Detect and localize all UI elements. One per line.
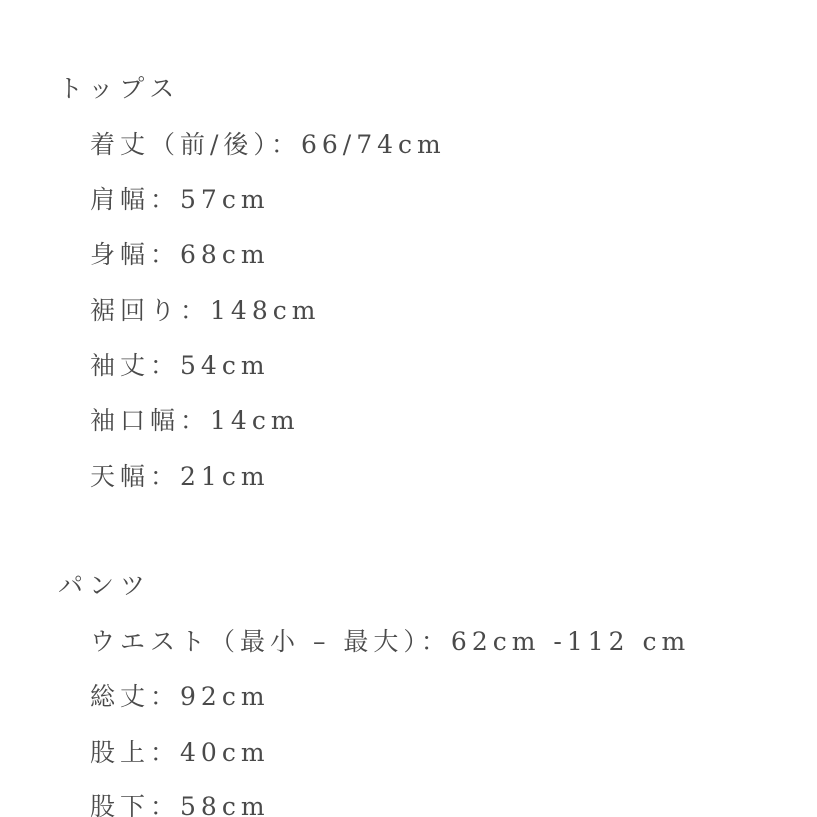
spec-line-body-width	[90, 240, 270, 270]
spec-line-sleeve-length	[90, 351, 270, 381]
spec-value: 92cm	[180, 682, 270, 711]
spec-label: 肩幅	[90, 185, 151, 214]
spec-separator: ：	[420, 627, 451, 656]
spec-separator: ：	[150, 738, 181, 767]
spec-separator: ：	[270, 130, 301, 159]
spec-separator: ：	[150, 792, 181, 817]
spec-line-rise	[90, 738, 270, 768]
spec-value: 40cm	[180, 738, 270, 767]
spec-line-waist	[90, 627, 690, 657]
spec-separator: ：	[150, 240, 181, 269]
spec-label: 股上	[90, 738, 151, 767]
spec-line-total-length	[90, 682, 270, 712]
spec-label: 袖口幅	[90, 406, 181, 435]
spec-label: ウエスト（最小 – 最大）	[90, 627, 421, 656]
spec-value: 62cm -112 cm	[450, 627, 691, 656]
spec-separator: ：	[180, 296, 211, 325]
spec-value: 54cm	[180, 351, 270, 380]
spec-value: 14cm	[210, 406, 300, 435]
spec-value: 21cm	[180, 462, 270, 491]
spec-separator: ：	[150, 462, 181, 491]
spec-value: 148cm	[210, 296, 321, 325]
spec-separator: ：	[150, 682, 181, 711]
spec-label: 裾回り	[90, 296, 181, 325]
spec-line-inseam	[90, 792, 270, 817]
spec-label: 天幅	[90, 462, 151, 491]
spec-line-hem-circumference	[90, 296, 320, 326]
section-title-tops: トップス	[58, 74, 181, 103]
spec-value: 57cm	[180, 185, 270, 214]
spec-line-shoulder-width	[90, 185, 270, 215]
spec-label: 総丈	[90, 682, 151, 711]
spec-value: 68cm	[180, 240, 270, 269]
spec-line-cuff-width	[90, 406, 300, 436]
spec-separator: ：	[180, 406, 211, 435]
spec-line-neck-width	[90, 462, 270, 492]
spec-separator: ：	[150, 185, 181, 214]
spec-value: 66/74cm	[300, 130, 446, 159]
spec-label: 着丈（前/後）	[90, 130, 271, 159]
spec-label: 袖丈	[90, 351, 151, 380]
spec-separator: ：	[150, 351, 181, 380]
spec-value: 58cm	[180, 792, 270, 817]
spec-label: 股下	[90, 792, 151, 817]
section-title-pants: パンツ	[58, 571, 152, 600]
spec-line-length	[90, 130, 446, 160]
spec-label: 身幅	[90, 240, 151, 269]
